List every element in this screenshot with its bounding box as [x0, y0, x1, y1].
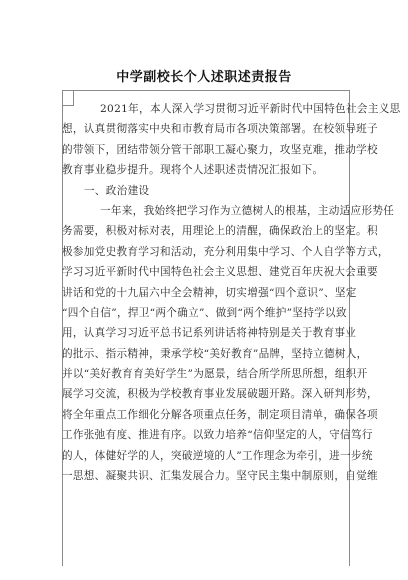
paragraph-line-3: 的带领下，团结带领分管干部职工凝心聚力，攻坚克难，推动学校 [62, 143, 378, 156]
paragraph-line-10: 讲话和党的十九届六中全会精神，切实增强“四个意识”、坚定 [62, 286, 357, 299]
paragraph-line-12: 用，认真学习习近平总书记系列讲话将神特别是关于教育事业 [62, 327, 357, 340]
paragraph-line-15: 展学习交流，积极为学校教育事业发展破题开路。深入研判形势， [62, 388, 378, 401]
paragraph-line-16: 将全年重点工作细化分解各项重点任务，制定项目清单，确保各项 [62, 408, 378, 421]
document-body [62, 99, 401, 486]
paragraph-line-19: 一思想、凝聚共识、汇集发展合力。坚守民主集中制原则，自觉维 [62, 470, 378, 483]
paragraph-line-11: “四个自信”，捍卫“两个确立”、做到“两个维护”坚持学以致 [62, 306, 347, 319]
paragraph-line-7: 务需要，积极对标对表，用理论上的清醒，确保政治上的坚定。积 [62, 225, 378, 238]
document-title: 中学副校长个人述职述责报告 [116, 70, 292, 85]
paragraph-line-6: 一年来，我始终把学习作为立德树人的根基，主动适应形势任 [100, 204, 395, 217]
paragraph-line-18: 的人，体健好学的人，突破逆境的人”工作理念为牵引，进一步统 [62, 449, 373, 462]
paragraph-line-9: 学习习近平新时代中国特色社会主义思想、建党百年庆祝大会重要 [62, 266, 378, 279]
section-heading-political: 一、政治建设 [84, 184, 150, 197]
paragraph-line-2: 想，认真贯彻落实中央和市教育局市各项决策部署。在校领导班子 [62, 123, 378, 136]
paragraph-line-1: 2021年，本人深入学习贯彻习近平新时代中国特色社会主义思 [100, 103, 401, 115]
paragraph-line-4: 教育事业稳步提升。现将个人述职述责情况汇报如下。 [62, 164, 324, 177]
paragraph-line-8: 极参加党史教育学习和活动，充分利用集中学习、个人自学等方式， [62, 245, 389, 258]
paragraph-line-13: 的批示、指示精神，秉承学校“美好教育”品牌，坚持立德树人， [62, 347, 368, 360]
paragraph-line-17: 工作张弛有度、推进有序。以致力培养“信仰坚定的人，守信笃行 [62, 429, 373, 442]
paragraph-line-14: 并以“美好教育育美好学生”为愿景，结合所学所思所想，组织开 [62, 368, 368, 381]
frame-corner-mark [63, 91, 74, 106]
